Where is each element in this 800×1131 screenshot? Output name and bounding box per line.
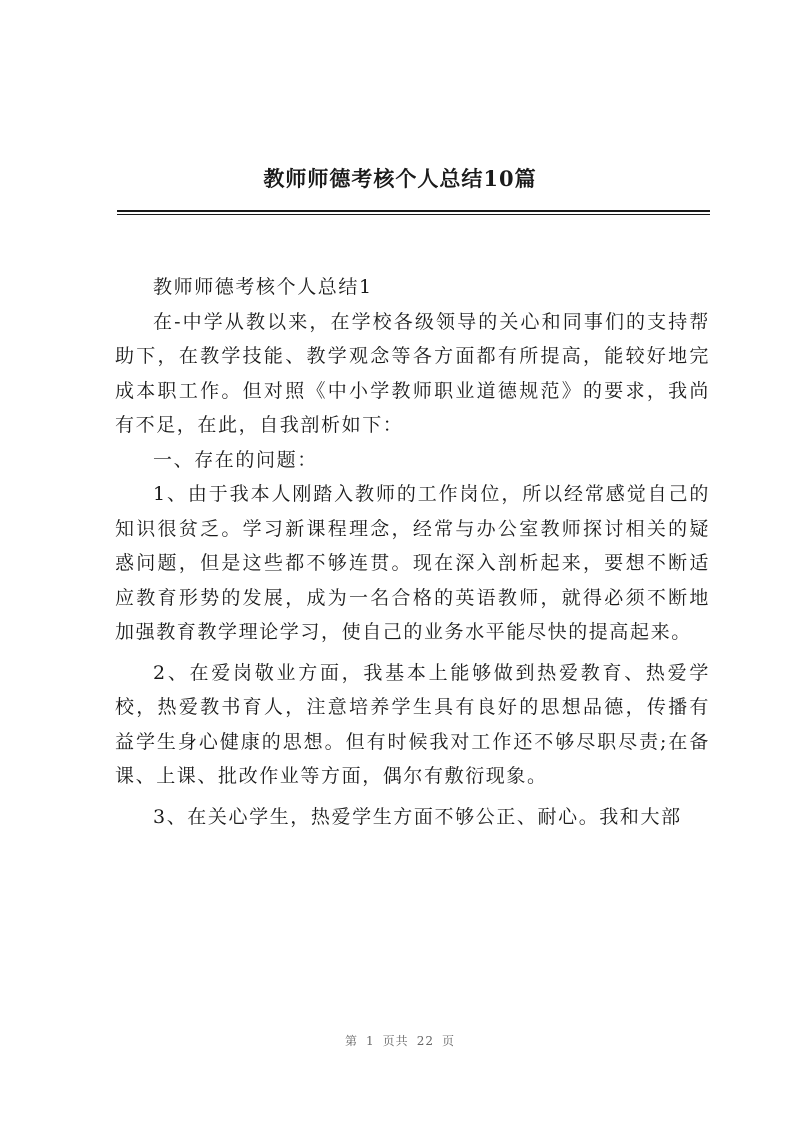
paragraph-intro: 在-中学从教以来，在学校各级领导的关心和同事们的支持帮助下，在教学技能、教学观念等各方面都有所提高，能较好地完成本职工作。但对照《中小学教师职业道德规范》的要求，我尚有不足，在此，自我剖析如下：	[115, 310, 710, 436]
title-divider-thick	[117, 210, 710, 212]
paragraph-item-1: 1、由于我本人刚踏入教师的工作岗位，所以经常感觉自己的知识很贫乏。学习新课程理念，经常与办公室教师探讨相关的疑惑问题，但是这些都不够连贯。现在深入剖析起来，要想不断适应教育形势的发展，成为一名合格的英语教师，就得必须不断地加强教育教学理论学习，使自己的业务水平能尽快的提高起来。	[115, 483, 710, 643]
paragraph-item-2: 2、在爱岗敬业方面，我基本上能够做到热爱教育、热爱学校，热爱教书育人，注意培养学生具有良好的思想品德，传播有益学生身心健康的思想。但有时候我对工作还不够尽职尽责;在备课、上课、批改作业等方面，偶尔有敷衍现象。	[115, 661, 710, 787]
section-heading: 教师师德考核个人总结1	[153, 276, 373, 298]
footer-current-page: 1	[366, 1034, 375, 1048]
document-body	[115, 270, 710, 834]
page-footer	[0, 1032, 800, 1049]
footer-total-pages: 22	[416, 1034, 434, 1048]
footer-label-of: 页共	[382, 1034, 409, 1048]
footer-label-page: 第	[345, 1034, 359, 1048]
title-divider-thin	[117, 214, 710, 215]
document-title: 教师师德考核个人总结10篇	[263, 166, 537, 191]
paragraph-problems-heading: 一、存在的问题：	[153, 448, 318, 471]
footer-label-pages: 页	[441, 1034, 455, 1048]
paragraph-item-3: 3、在关心学生，热爱学生方面不够公正、耐心。我和大部	[153, 805, 682, 828]
